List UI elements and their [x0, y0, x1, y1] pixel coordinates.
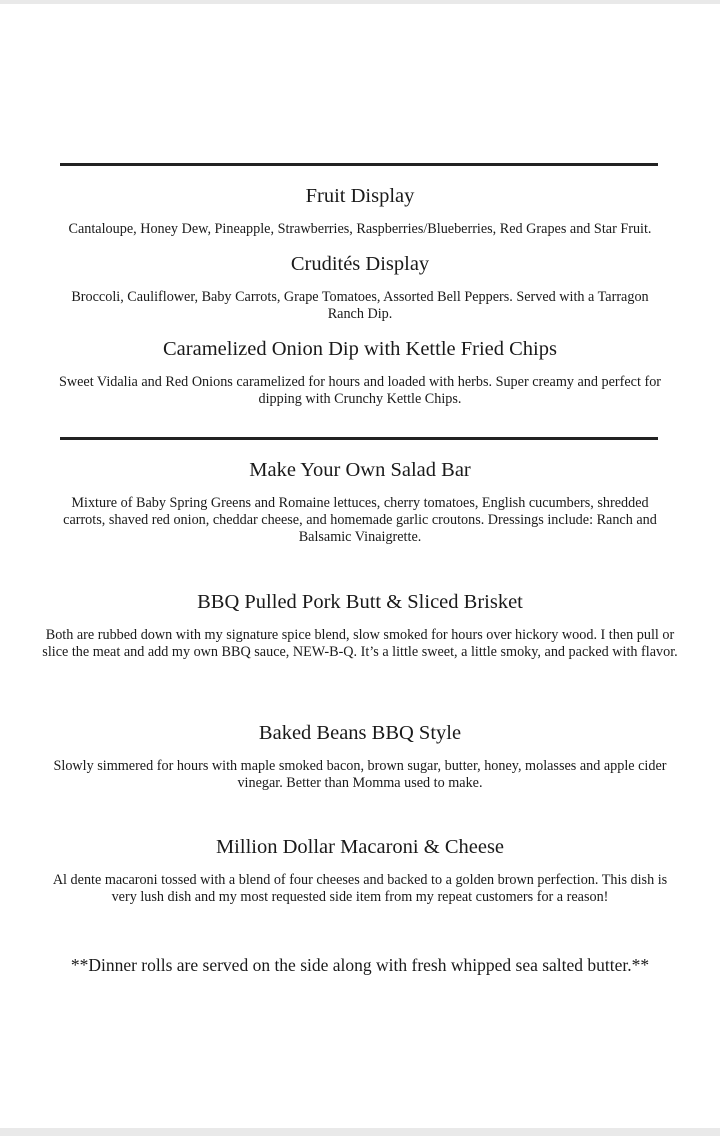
section-title: Fruit Display	[305, 185, 415, 207]
divider-line	[60, 437, 658, 440]
menu-section-crudites-display	[40, 252, 680, 323]
footer-note: **Dinner rolls are served on the side along with fresh whipped sea salted butter.**	[70, 955, 650, 975]
menu-section-salad-bar	[40, 458, 680, 546]
section-description: Mixture of Baby Spring Greens and Romaine lettuces, cherry tomatoes, English cucumbers, shredded carrots, shaved red onion, cheddar cheese, and homemade garlic croutons. Dressings include: Ranch and Balsamic Vinaigrette.	[63, 495, 657, 545]
section-title: Baked Beans BBQ Style	[258, 722, 462, 744]
section-description: Both are rubbed down with my signature spice blend, slow smoked for hours over hickory wood. I then pull or slice the meat and add my own BBQ sauce, NEW-B-Q. It’s a little sweet, a little smoky, and packed with flavor.	[42, 627, 678, 660]
section-title: Crudités Display	[290, 253, 430, 275]
divider-line	[60, 163, 658, 166]
section-title: Make Your Own Salad Bar	[249, 459, 471, 481]
section-description: Cantaloupe, Honey Dew, Pineapple, Strawberries, Raspberries/Blueberries, Red Grapes and Star Fruit.	[68, 221, 652, 237]
section-description: Broccoli, Cauliflower, Baby Carrots, Grape Tomatoes, Assorted Bell Peppers. Served with a Tarragon Ranch Dip.	[71, 289, 649, 322]
menu-section-onion-dip	[40, 337, 680, 408]
menu-section-bbq-pork-brisket	[40, 590, 680, 661]
section-description: Al dente macaroni tossed with a blend of four cheeses and backed to a golden brown perfection. This dish is very lush dish and my most requested side item from my repeat customers for a reason!	[52, 872, 668, 905]
menu-section-baked-beans	[40, 721, 680, 792]
section-title: Million Dollar Macaroni & Cheese	[215, 836, 505, 858]
menu-section-fruit-display	[40, 184, 680, 238]
section-title: Caramelized Onion Dip with Kettle Fried Chips	[163, 338, 557, 360]
section-description: Slowly simmered for hours with maple smoked bacon, brown sugar, butter, honey, molasses and apple cider vinegar. Better than Momma used to make.	[53, 758, 667, 791]
menu-section-mac-and-cheese	[40, 835, 680, 906]
menu-page	[0, 4, 720, 1128]
section-description: Sweet Vidalia and Red Onions caramelized for hours and loaded with herbs. Super creamy and perfect for dipping with Crunchy Kettle Chips.	[58, 374, 662, 407]
section-title: BBQ Pulled Pork Butt & Sliced Brisket	[197, 591, 523, 613]
